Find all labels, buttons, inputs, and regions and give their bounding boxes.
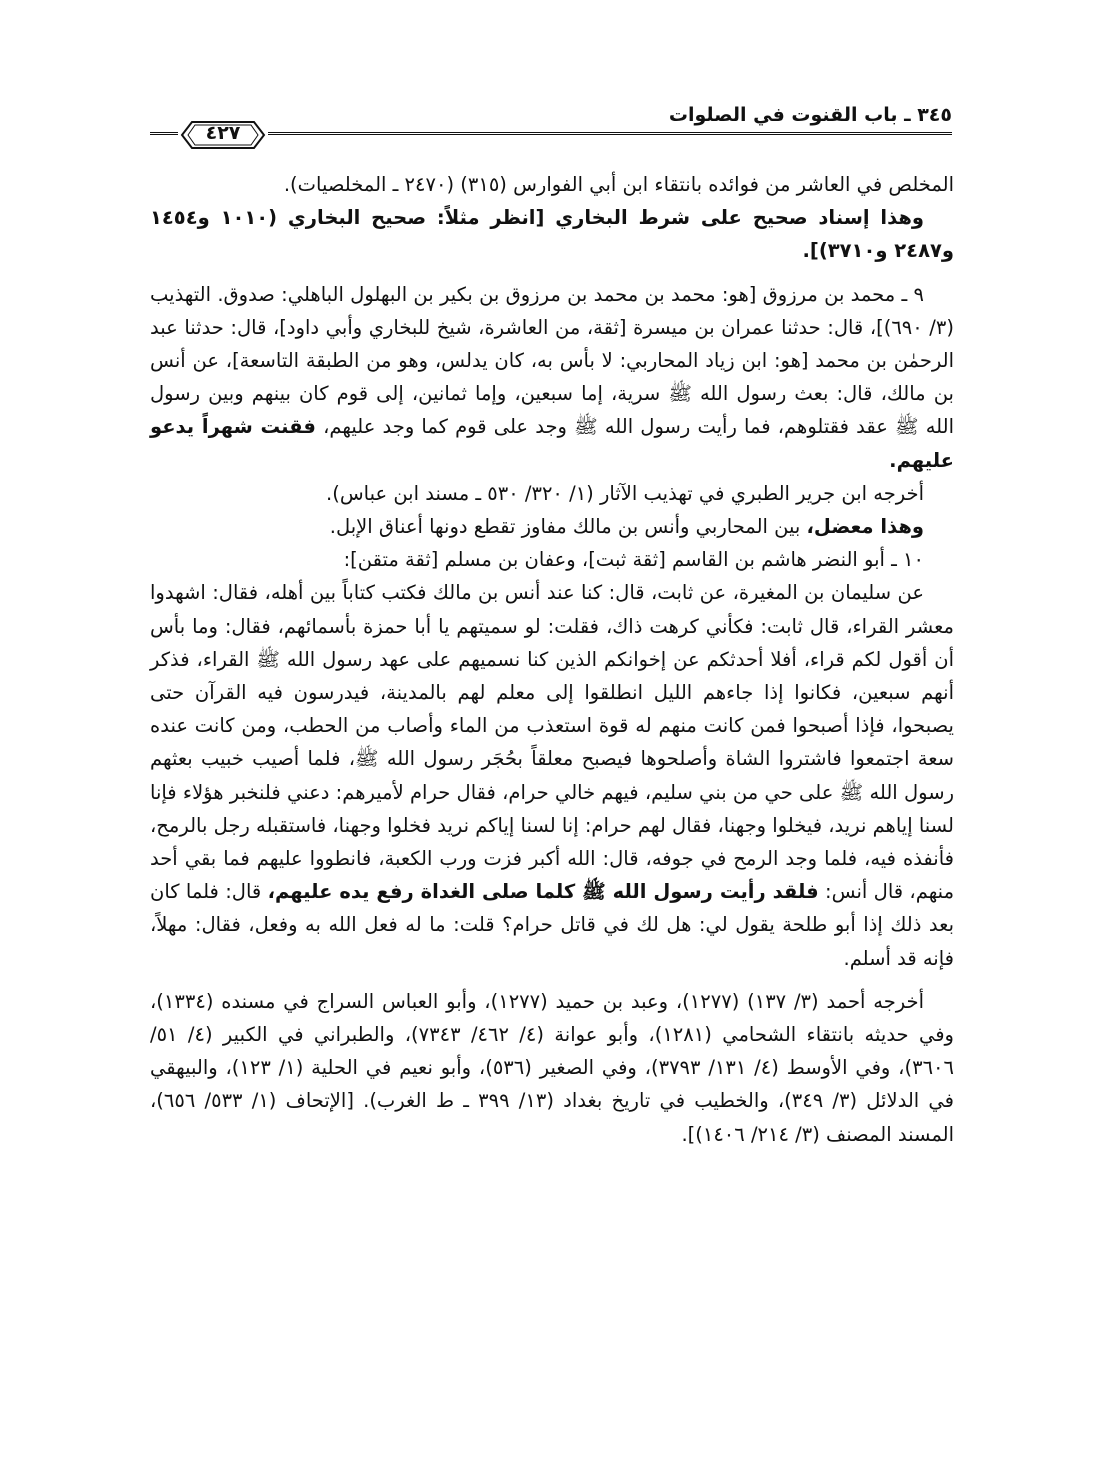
body-text	[150, 168, 954, 1151]
paragraph: وهذا معضل، بين المحاربي وأنس بن مالك مفاوز تقطع دونها أعناق الإبل.	[329, 515, 924, 539]
page-number-badge	[180, 118, 266, 148]
paragraph: وهذا إسناد صحيح على شرط البخاري [انظر مثلاً: صحيح البخاري (١٠١٠ و١٤٥٤ و٢٤٨٧ و٣٧١٠)].	[150, 206, 954, 263]
paragraph: عن سليمان بن المغيرة، عن ثابت، قال: كنا عند أنس بن مالك فكتب كتاباً بين أهله، فقال: اشهدوا معشر القراء، قال ثابت: فكأني كرهت ذاك، فقلت: لو سميتهم يا أبا حمزة بأسمائهم، فقال: وما بأس أن أقول لكم قراء، أفلا أحدثكم عن إخوانكم الذين كنا نسميهم على عهد رسول الله ﷺ القراء، فذكر أنهم سبعين، فكانوا إذا جاءهم الليل انطلقوا إلى معلم لهم بالمدينة، فيدرسون فيه القرآن حتى يصبحوا، فإذا أصبحوا فمن كانت منهم له قوة استعذب من الماء وأصاب من الحطب، ومن كانت عنده سعة اجتمعوا فاشتروا الشاة وأصلحوها فيصبح معلقاً بحُجَر رسول الله ﷺ، فلما أصيب خبيب بعثهم رسول الله ﷺ على حي من بني سليم، فيهم خالي حرام، فقال حرام لأميرهم: دعني فلنخبر هؤلاء فإنا لسنا إياهم نريد، فيخلوا وجهنا، فقال لهم حرام: إنا لسنا إياكم نريد فخلوا وجهنا، فاستقبله رجل بالرمح، فأنفذه فيه، فلما وجد الرمح في جوفه، قال: الله أكبر فزت ورب الكعبة، فانطووا عليهم فما بقي أحد منهم، قال أنس: فلقد رأيت رسول الله ﷺ كلما صلى الغداة رفع يده عليهم، قال: فلما كان بعد ذلك إذا أبو طلحة يقول لي: هل لك في قاتل حرام؟ قلت: ما له فعل الله به وفعل، فقال: مهلاً، فإنه قد أسلم.	[150, 581, 955, 970]
paragraph: المخلص في العاشر من فوائده بانتقاء ابن أبي الفوارس (٣١٥) (٢٤٧٠ ـ المخلصيات).	[283, 173, 954, 196]
running-title: ٣٤٥ ـ باب القنوت في الصلوات	[668, 104, 952, 126]
header-rule	[150, 116, 952, 152]
bold-phrase: وهذا معضل،	[806, 515, 924, 539]
paragraph: ٩ ـ محمد بن مرزوق [هو: محمد بن محمد بن مرزوق بن بكير بن البهلول الباهلي: صدوق. التهذيب (٣/ ٦٩٠)]، قال: حدثنا عمران بن ميسرة [ثقة، من العاشرة، شيخ للبخاري وأبي داود]، قال: حدثنا عبد الرحمٰن بن محمد [هو: ابن زياد المحاربي: لا بأس به، كان يدلس، وهو من الطبقة التاسعة]، عن أنس بن مالك، قال: بعث رسول الله ﷺ سرية، إما سبعين، وإما ثمانين، إلى قوم كان بينهم وبين رسول الله ﷺ عقد فقتلوهم، فما رأيت رسول الله ﷺ وجد على قوم كما وجد عليهم، فقنت شهراً يدعو عليهم.	[150, 282, 954, 472]
header-rule-right	[268, 132, 952, 135]
bold-phrase: فقنت شهراً يدعو عليهم.	[150, 415, 954, 472]
paragraph: أخرجه أحمد (٣/ ١٣٧) (١٢٧٧)، وعبد بن حميد (١٢٧٧)، وأبو العباس السراج في مسنده (١٣٣٤)، وفي حديثه بانتقاء الشحامي (١٢٨١)، وأبو عوانة (٤/ ٤٦٢/ ٧٣٤٣)، والطبراني في الكبير (٤/ ٥١/ ٣٦٠٦)، وفي الأوسط (٤/ ١٣١/ ٣٧٩٣)، وفي الصغير (٥٣٦)، وأبو نعيم في الحلية (١/ ١٢٣)، والبيهقي في الدلائل (٣/ ٣٤٩)، والخطيب في تاريخ بغداد (١٣/ ٣٩٩ ـ ط الغرب). [الإتحاف (١/ ٥٣٣/ ٦٥٦)، المسند المصنف (٣/ ٢١٤/ ١٤٠٦)].	[150, 989, 954, 1146]
header-rule-left	[150, 132, 178, 135]
paragraph: ١٠ ـ أبو النضر هاشم بن القاسم [ثقة ثبت]، وعفان بن مسلم [ثقة متقن]:	[343, 548, 924, 572]
page-number: ٤٢٧	[205, 122, 241, 144]
bold-phrase: فلقد رأيت رسول الله ﷺ كلما صلى الغداة رفع يده عليهم،	[267, 880, 819, 904]
paragraph: أخرجه ابن جرير الطبري في تهذيب الآثار (١/ ٣٢٠/ ٥٣٠ ـ مسند ابن عباس).	[326, 481, 924, 505]
